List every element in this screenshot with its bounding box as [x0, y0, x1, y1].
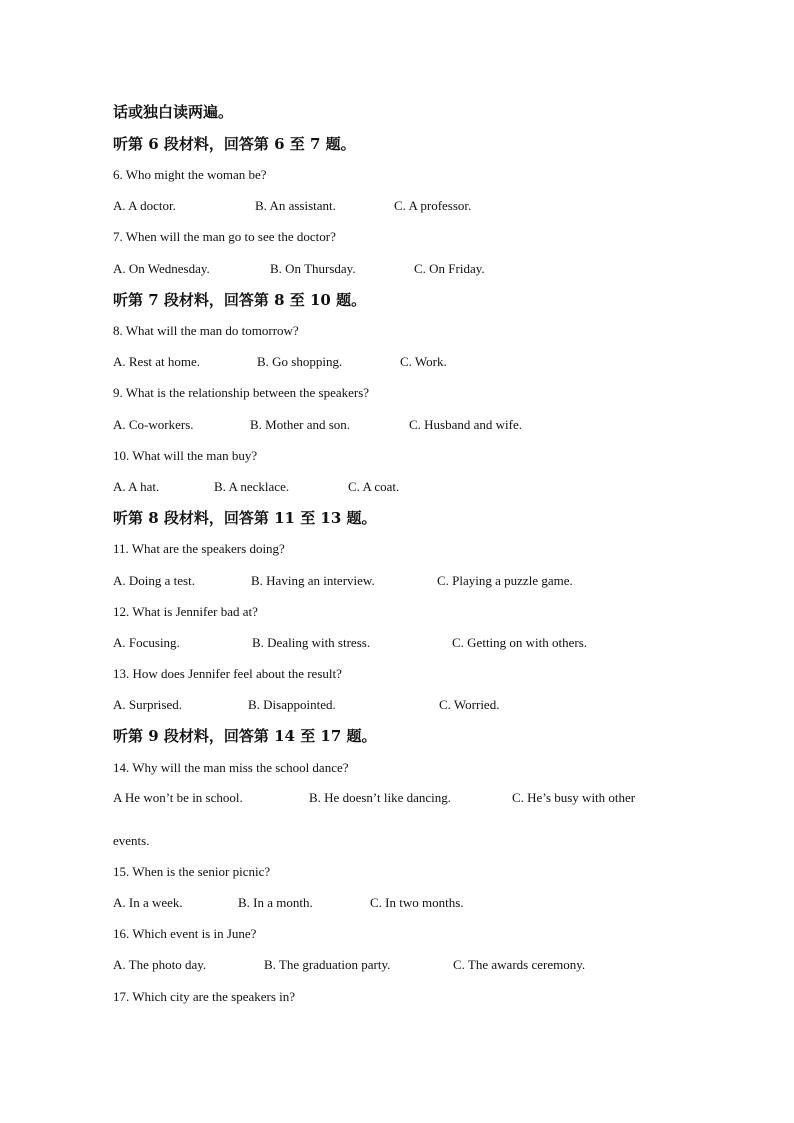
question-16: 16. Which event is in June? [113, 926, 257, 941]
question-11-option-c: C. Playing a puzzle game. [437, 573, 573, 588]
section-heading-7: 听第 7 段材料，回答第 8 至 10 题。 [113, 291, 367, 309]
question-17: 17. Which city are the speakers in? [113, 989, 296, 1004]
question-16-option-b: B. The graduation party. [264, 957, 391, 972]
question-15-option-c: C. In two months. [370, 895, 464, 910]
question-8-option-b: B. Go shopping. [257, 354, 343, 369]
question-7-option-c: C. On Friday. [414, 261, 485, 276]
question-13-option-a: A. Surprised. [113, 697, 182, 712]
question-9-option-a: A. Co-workers. [113, 417, 194, 432]
question-10-option-a: A. A hat. [113, 479, 160, 494]
question-15-option-a: A. In a week. [113, 895, 183, 910]
question-12-option-a: A. Focusing. [113, 635, 180, 650]
question-15: 15. When is the senior picnic? [113, 864, 271, 879]
question-12-option-b: B. Dealing with stress. [252, 635, 371, 650]
question-12-option-c: C. Getting on with others. [452, 635, 588, 650]
question-15-option-b: B. In a month. [238, 895, 313, 910]
question-11: 11. What are the speakers doing? [113, 541, 285, 556]
question-8: 8. What will the man do tomorrow? [113, 323, 299, 338]
question-7: 7. When will the man go to see the doctor? [113, 229, 336, 244]
question-8-option-c: C. Work. [400, 354, 447, 369]
section-heading-6: 听第 6 段材料，回答第 6 至 7 题。 [113, 135, 356, 153]
question-11-option-b: B. Having an interview. [251, 573, 375, 588]
section-heading-9: 听第 9 段材料，回答第 14 至 17 题。 [113, 727, 377, 745]
question-14-option-c: C. He’s busy with other [512, 790, 636, 805]
question-10: 10. What will the man buy? [113, 448, 258, 463]
question-13-option-b: B. Disappointed. [248, 697, 336, 712]
question-14-option-b: B. He doesn’t like dancing. [309, 790, 452, 805]
question-11-option-a: A. Doing a test. [113, 573, 195, 588]
question-14-option-a: A He won’t be in school. [113, 790, 243, 805]
section-heading-8: 听第 8 段材料，回答第 11 至 13 题。 [113, 509, 377, 527]
question-16-option-c: C. The awards ceremony. [453, 957, 586, 972]
question-6-option-b: B. An assistant. [255, 198, 336, 213]
question-9: 9. What is the relationship between the speakers? [113, 385, 370, 400]
question-10-option-c: C. A coat. [348, 479, 400, 494]
question-10-option-b: B. A necklace. [214, 479, 290, 494]
question-16-option-a: A. The photo day. [113, 957, 207, 972]
question-6-option-c: C. A professor. [394, 198, 472, 213]
question-9-option-b: B. Mother and son. [250, 417, 351, 432]
intro-text: 话或独白读两遍。 [113, 103, 234, 121]
question-8-option-a: A. Rest at home. [113, 354, 201, 369]
question-6-option-a: A. A doctor. [113, 198, 176, 213]
question-13-option-c: C. Worried. [439, 697, 500, 712]
question-12: 12. What is Jennifer bad at? [113, 604, 258, 619]
question-14-option-c-continuation: events. [113, 833, 150, 848]
question-9-option-c: C. Husband and wife. [409, 417, 523, 432]
question-6: 6. Who might the woman be? [113, 167, 267, 182]
question-7-option-a: A. On Wednesday. [113, 261, 210, 276]
question-13: 13. How does Jennifer feel about the result? [113, 666, 342, 681]
question-7-option-b: B. On Thursday. [270, 261, 356, 276]
question-14: 14. Why will the man miss the school dance? [113, 760, 349, 775]
